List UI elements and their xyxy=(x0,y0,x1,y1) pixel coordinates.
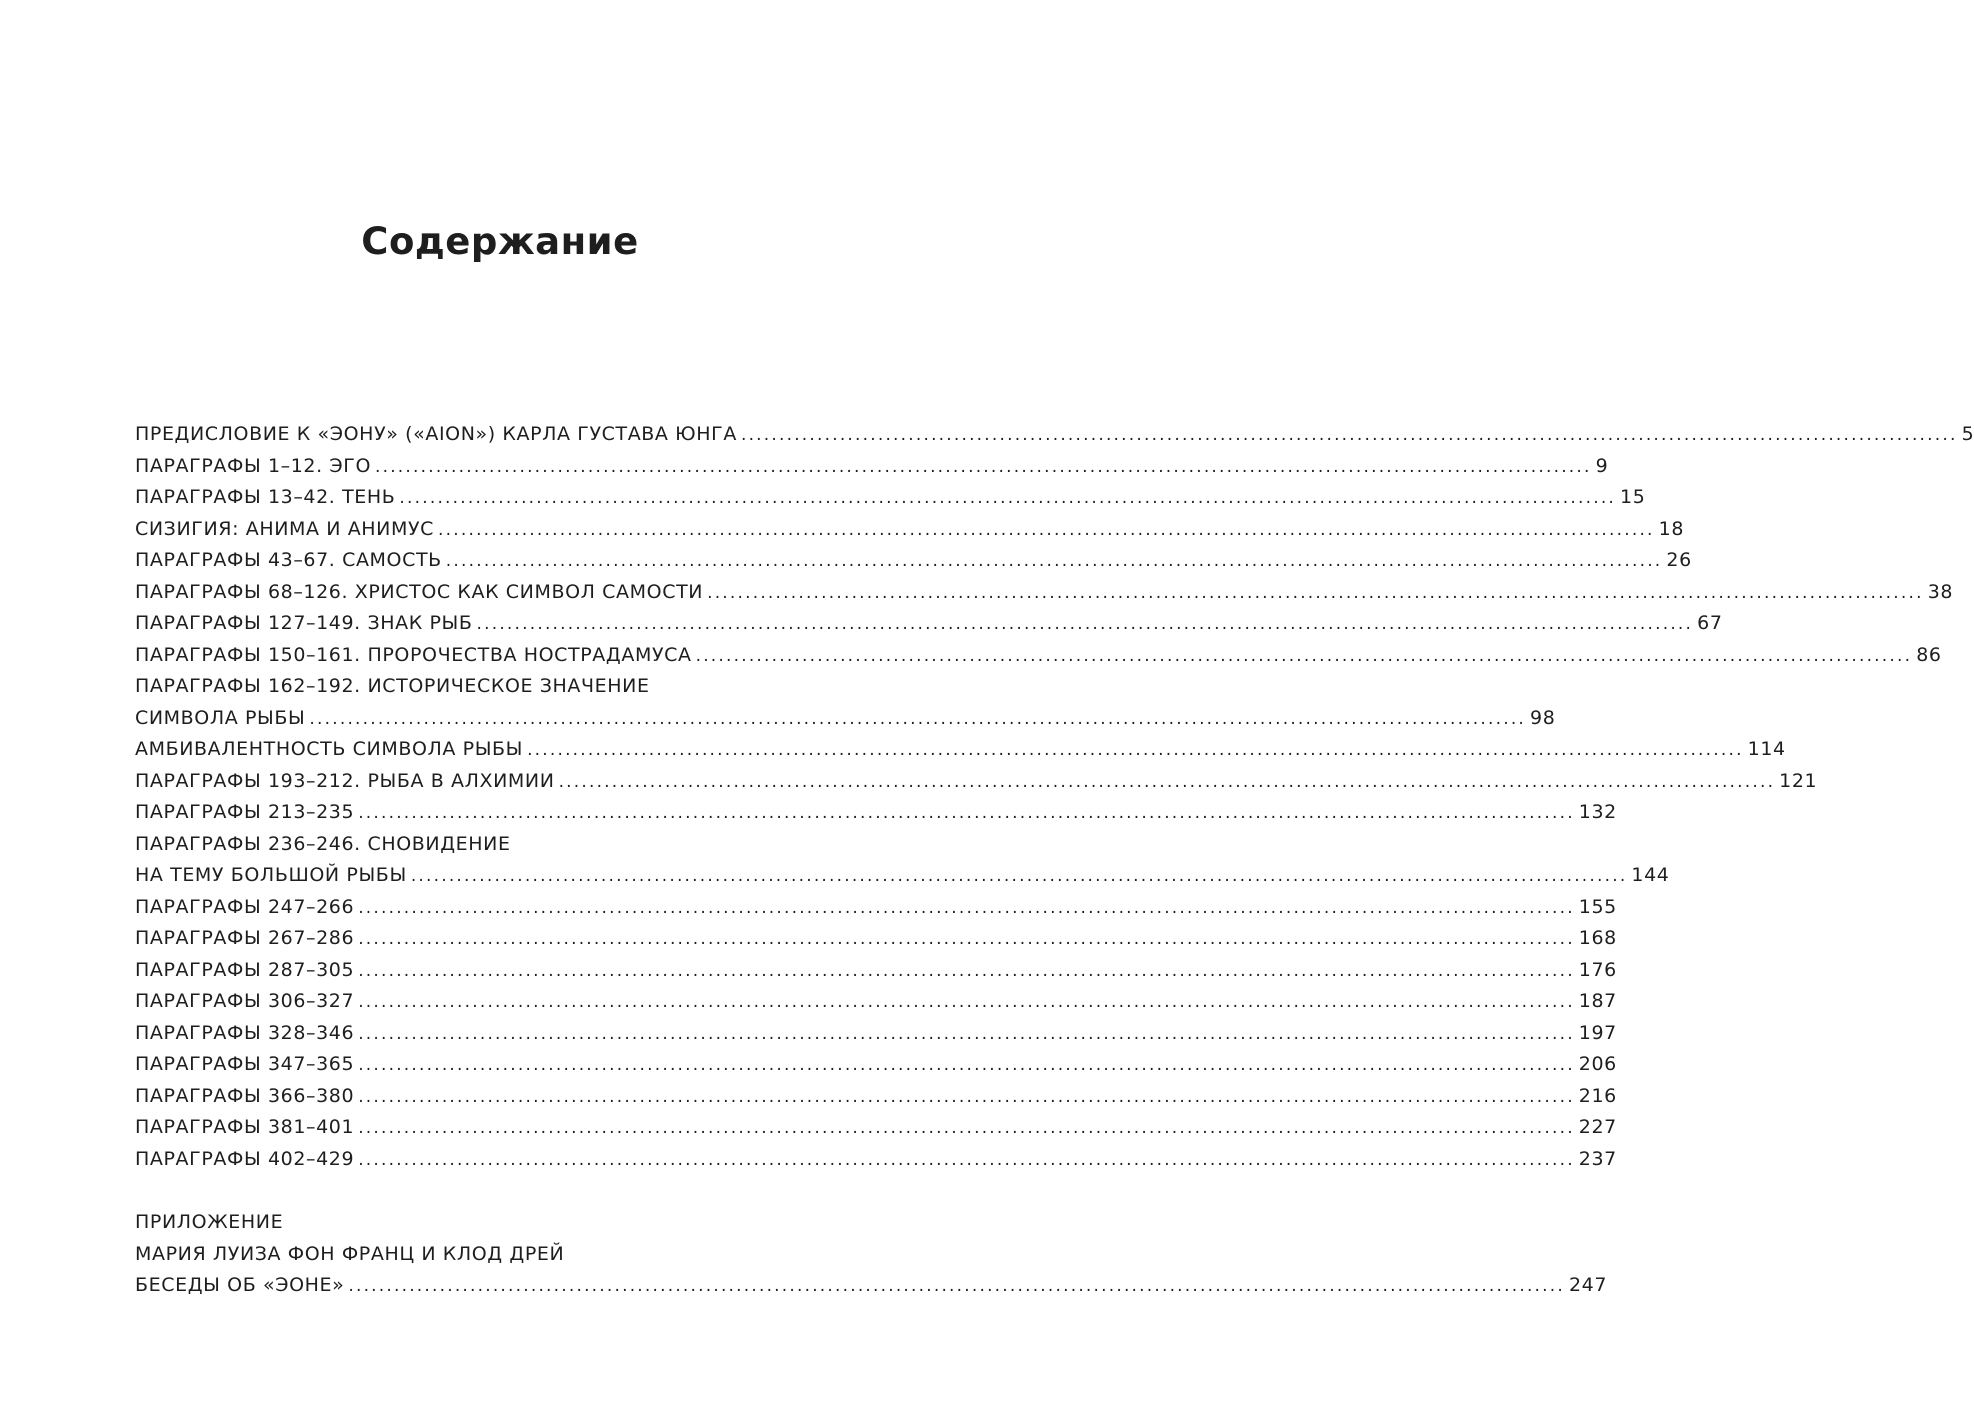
toc-entry[interactable] xyxy=(135,640,1942,672)
toc-page-number: 155 xyxy=(1578,895,1617,918)
toc-entry-title: ПАРАГРАФЫ 150–161. ПРОРОЧЕСТВА НОСТРАДАМУСА xyxy=(135,643,692,666)
dot-leader: ................................................................................................................................................................ xyxy=(558,771,1776,792)
toc-page-number: 38 xyxy=(1927,580,1954,603)
toc-entry-title: ПАРАГРАФЫ 347–365 xyxy=(135,1053,355,1075)
toc-entry-title: ПАРАГРАФЫ 68–126. ХРИСТОС КАК СИМВОЛ САМОСТИ xyxy=(135,580,704,603)
toc-page-number: 206 xyxy=(1578,1053,1617,1075)
toc-page-number: 114 xyxy=(1747,738,1786,760)
toc-entry-title: СИМВОЛА РЫБЫ xyxy=(135,706,306,729)
toc-entry-title: ПАРАГРАФЫ 236–246. СНОВИДЕНИЕ xyxy=(135,832,511,855)
toc-page-number: 187 xyxy=(1578,990,1617,1012)
toc-page-number: 237 xyxy=(1578,1147,1617,1170)
toc-page-number: 15 xyxy=(1620,486,1646,508)
toc-entry-first-line[interactable] xyxy=(135,671,807,703)
toc-page-number: 247 xyxy=(1568,1274,1608,1296)
dot-leader: ................................................................................................................................................................ xyxy=(438,519,1655,540)
toc-page-number: 144 xyxy=(1631,864,1670,886)
toc-entry-appendix[interactable] xyxy=(135,1270,1608,1302)
toc-entry[interactable] xyxy=(135,1144,1617,1176)
toc-entry[interactable] xyxy=(135,734,1786,766)
toc-entry[interactable] xyxy=(135,545,1692,577)
toc-page-number: 168 xyxy=(1578,927,1617,949)
dot-leader: ................................................................................................................................................................ xyxy=(476,614,1694,634)
toc-entry-title: ПАРАГРАФЫ 267–286 xyxy=(135,927,355,949)
toc-entry-title: ПАРАГРАФЫ 43–67. САМОСТЬ xyxy=(135,549,442,571)
toc-entry-first-line[interactable] xyxy=(135,829,807,861)
dot-leader: ................................................................................................................................................................ xyxy=(399,488,1617,508)
toc-page-number: 197 xyxy=(1578,1021,1617,1044)
dot-leader: ................................................................................................................................................................ xyxy=(410,866,1628,886)
toc-entry-title: ПАРАГРАФЫ 213–235 xyxy=(135,801,355,823)
toc-entry[interactable] xyxy=(135,892,1617,924)
toc-page-number: 9 xyxy=(1595,454,1609,477)
toc-page-number: 176 xyxy=(1578,958,1617,981)
toc-entry-title: ПАРАГРАФЫ 287–305 xyxy=(135,958,355,981)
page-title: Содержание xyxy=(361,220,639,263)
appendix-authors xyxy=(135,1239,807,1271)
toc-entry-title: ПАРАГРАФЫ 1–12. ЭГО xyxy=(135,454,371,477)
toc-page-number: 26 xyxy=(1666,549,1692,571)
toc-entry-title: ПАРАГРАФЫ 366–380 xyxy=(135,1084,355,1107)
dot-leader: ................................................................................................................................................................ xyxy=(740,425,1958,445)
toc-page-number: 216 xyxy=(1578,1084,1617,1107)
toc-page-number: 121 xyxy=(1779,769,1818,792)
toc-page-number: 67 xyxy=(1697,612,1723,634)
toc-entry[interactable] xyxy=(135,923,1617,955)
toc-entry-title: ПАРАГРАФЫ 127–149. ЗНАК РЫБ xyxy=(135,612,473,634)
dot-leader: ................................................................................................................................................................ xyxy=(309,708,1527,729)
toc-entry[interactable] xyxy=(135,577,1954,609)
section-spacer xyxy=(135,1175,807,1207)
toc-entry-title: ПАРАГРАФЫ 247–266 xyxy=(135,895,355,918)
toc-entry[interactable] xyxy=(135,1081,1617,1113)
toc-entry-title: ПАРАГРАФЫ 306–327 xyxy=(135,990,355,1012)
dot-leader: ................................................................................................................................................................ xyxy=(707,582,1924,603)
dot-leader: ................................................................................................................................................................ xyxy=(375,456,1592,477)
toc-page-number: 227 xyxy=(1578,1116,1617,1138)
toc-entry-title: АМБИВАЛЕНТНОСТЬ СИМВОЛА РЫБЫ xyxy=(135,738,524,760)
dot-leader: ................................................................................................................................................................ xyxy=(445,551,1663,571)
toc-page-number: 18 xyxy=(1658,517,1685,540)
toc-entry[interactable] xyxy=(135,860,1670,892)
toc-entry[interactable] xyxy=(135,797,1617,829)
toc-entry[interactable] xyxy=(135,1018,1617,1050)
toc-entry[interactable] xyxy=(135,482,1646,514)
dot-leader: ................................................................................................................................................................ xyxy=(348,1276,1565,1296)
toc-entry[interactable] xyxy=(135,514,1685,546)
toc-page-number: 132 xyxy=(1578,801,1617,823)
dot-leader: ................................................................................................................................................................ xyxy=(358,1149,1575,1170)
appendix-heading-text: ПРИЛОЖЕНИЕ xyxy=(135,1211,284,1233)
toc-page-number: 86 xyxy=(1916,643,1942,666)
toc-entry[interactable] xyxy=(135,955,1617,987)
appendix-heading xyxy=(135,1207,807,1239)
dot-leader: ................................................................................................................................................................ xyxy=(358,1118,1575,1138)
toc-entry-title: ПАРАГРАФЫ 193–212. РЫБА В АЛХИМИИ xyxy=(135,769,555,792)
dot-leader: ................................................................................................................................................................ xyxy=(358,803,1575,823)
toc-entry-title: НА ТЕМУ БОЛЬШОЙ РЫБЫ xyxy=(135,864,407,886)
dot-leader: ................................................................................................................................................................ xyxy=(358,1055,1575,1075)
toc-entry-title: ПАРАГРАФЫ 402–429 xyxy=(135,1147,355,1170)
table-of-contents xyxy=(135,419,1974,1302)
toc-entry-title: ПАРАГРАФЫ 381–401 xyxy=(135,1116,355,1138)
toc-entry[interactable] xyxy=(135,451,1609,483)
toc-page-number: 5 xyxy=(1961,423,1974,445)
toc-entry-title: БЕСЕДЫ ОБ «ЭОНЕ» xyxy=(135,1274,345,1296)
dot-leader: ................................................................................................................................................................ xyxy=(358,929,1575,949)
toc-entry-title: ПРЕДИСЛОВИЕ К «ЭОНУ» («AION») КАРЛА ГУСТАВА ЮНГА xyxy=(135,423,737,445)
dot-leader: ................................................................................................................................................................ xyxy=(358,992,1575,1012)
dot-leader: ................................................................................................................................................................ xyxy=(358,960,1575,981)
toc-entry-title: СИЗИГИЯ: АНИМА И АНИМУС xyxy=(135,517,435,540)
dot-leader: ................................................................................................................................................................ xyxy=(695,645,1913,666)
toc-entry[interactable] xyxy=(135,1112,1617,1144)
toc-entry[interactable] xyxy=(135,986,1617,1018)
toc-entry[interactable] xyxy=(135,1049,1617,1081)
toc-entry[interactable] xyxy=(135,766,1818,798)
toc-entry[interactable] xyxy=(135,419,1974,451)
dot-leader: ................................................................................................................................................................ xyxy=(527,740,1744,760)
toc-entry[interactable] xyxy=(135,703,1556,735)
toc-page-number: 98 xyxy=(1530,706,1556,729)
appendix-authors-text: МАРИЯ ЛУИЗА ФОН ФРАНЦ И КЛОД ДРЕЙ xyxy=(135,1242,565,1265)
dot-leader: ................................................................................................................................................................ xyxy=(358,897,1575,918)
dot-leader: ................................................................................................................................................................ xyxy=(358,1023,1575,1044)
toc-entry-title: ПАРАГРАФЫ 328–346 xyxy=(135,1021,355,1044)
dot-leader: ................................................................................................................................................................ xyxy=(358,1086,1575,1107)
toc-entry-title: ПАРАГРАФЫ 162–192. ИСТОРИЧЕСКОЕ ЗНАЧЕНИЕ xyxy=(135,675,650,697)
toc-entry-title: ПАРАГРАФЫ 13–42. ТЕНЬ xyxy=(135,486,396,508)
toc-entry[interactable] xyxy=(135,608,1723,640)
